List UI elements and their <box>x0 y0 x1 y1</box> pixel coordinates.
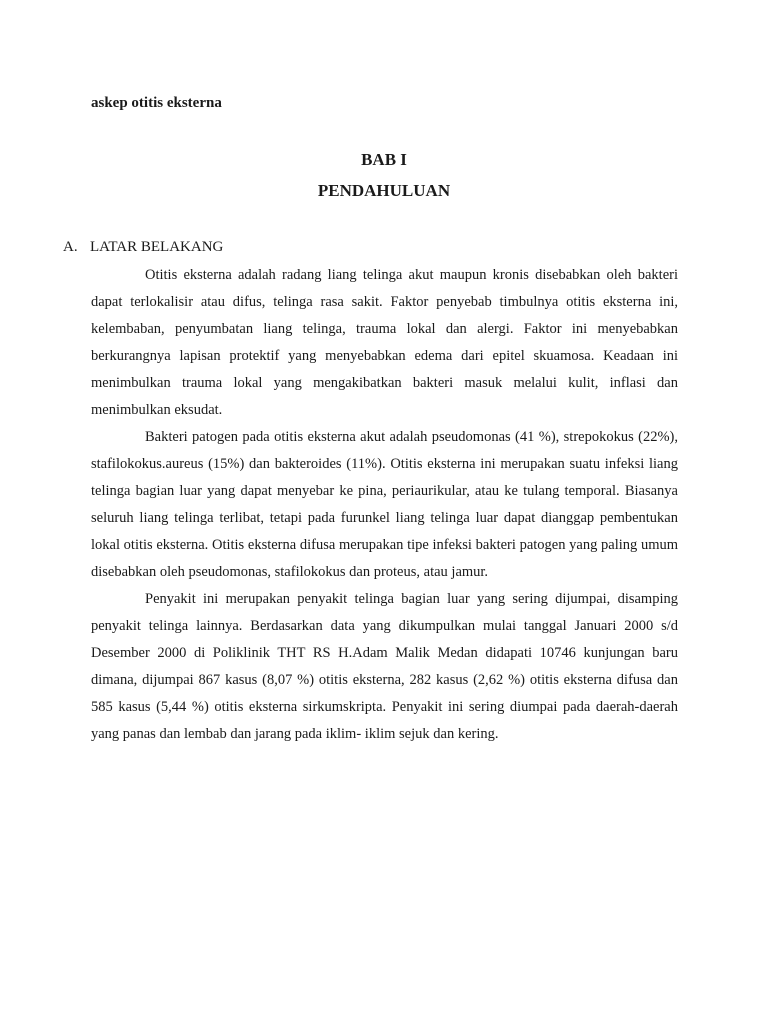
paragraph: Penyakit ini merupakan penyakit telinga bagian luar yang sering dijumpai, disamping penyakit telinga lainnya. Berdasarkan data yang dikumpulkan mulai tanggal Januari 2000 s/d Desember 2000 di Poliklinik THT RS H.Adam Malik Medan didapati 10746 kunjungan baru dimana, dijumpai 867 kasus (8,07 %) otitis eksterna, 282 kasus (2,62 %) otitis eksterna difusa dan 585 kasus (5,44 %) otitis eksterna sirkumskripta. Penyakit ini sering diumpai pada daerah-daerah yang panas dan lembab dan jarang pada iklim- iklim sejuk dan kering. <box>91 591 678 742</box>
chapter-number: BAB I <box>361 150 407 169</box>
section-heading-text: LATAR BELAKANG <box>90 239 224 255</box>
paragraph: Otitis eksterna adalah radang liang telinga akut maupun kronis disebabkan oleh bakteri dapat terlokalisir atau difus, telinga rasa sakit. Faktor penyebab timbulnya otitis eksterna ini, kelembaban, penyumbatan liang telinga, trauma lokal dan alergi. Faktor ini menyebabkan berkurangnya lapisan protektif yang menyebabkan edema dari epitel skuamosa. Keadaan ini menimbulkan trauma lokal yang mengakibatkan bakteri masuk melalui kulit, inflasi dan menimbulkan eksudat. <box>91 267 678 418</box>
paragraph: Bakteri patogen pada otitis eksterna akut adalah pseudomonas (41 %), strepokokus (22%), stafilokokus.aureus (15%) dan bakteroides (11%). Otitis eksterna ini merupakan suatu infeksi liang telinga bagian luar yang dapat menyebar ke pina, periaurikular, atau ke tulang temporal. Biasanya seluruh liang telinga terlibat, tetapi pada furunkel liang telinga luar dapat dianggap pembentukan lokal otitis eksterna. Otitis eksterna difusa merupakan tipe infeksi bakteri patogen yang paling umum disebabkan oleh pseudomonas, stafilokokus dan proteus, atau jamur. <box>91 429 678 580</box>
section-heading <box>63 238 223 256</box>
section-body <box>91 262 678 748</box>
chapter-title: PENDAHULUAN <box>317 181 451 200</box>
section-letter: A. <box>63 239 78 255</box>
document-title: askep otitis eksterna <box>91 95 222 111</box>
